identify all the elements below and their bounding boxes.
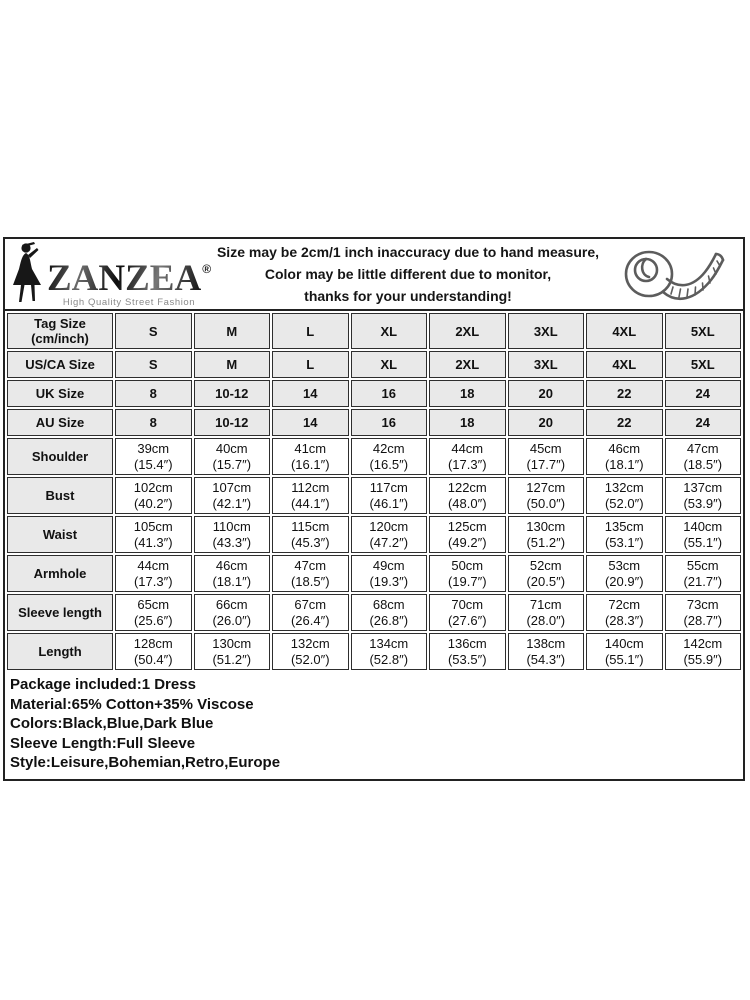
- measure-cell: 102cm (40.2″): [115, 477, 192, 514]
- measure-row: [7, 477, 741, 514]
- measure-cell: 115cm (45.3″): [272, 516, 349, 553]
- brand-logo: [11, 241, 212, 308]
- product-info: [5, 672, 743, 779]
- measure-cell: 39cm (15.4″): [115, 438, 192, 475]
- measure-row: [7, 516, 741, 553]
- measure-cell: 46cm (18.1″): [586, 438, 663, 475]
- measure-cell: 72cm (28.3″): [586, 594, 663, 631]
- info-sleeve-length: Sleeve Length:Full Sleeve: [10, 734, 196, 752]
- measure-cell: 122cm (48.0″): [429, 477, 506, 514]
- measure-row: [7, 555, 741, 592]
- row-label: Sleeve length: [7, 594, 113, 631]
- measure-cell: 137cm (53.9″): [665, 477, 742, 514]
- size-cell: 14: [272, 380, 349, 407]
- size-chart-panel: [3, 237, 745, 781]
- size-cell: M: [194, 351, 271, 378]
- size-row: [7, 380, 741, 407]
- measure-cell: 52cm (20.5″): [508, 555, 585, 592]
- measure-notice: [207, 241, 613, 307]
- measure-cell: 42cm (16.5″): [351, 438, 428, 475]
- measure-cell: 67cm (26.4″): [272, 594, 349, 631]
- measure-row: [7, 594, 741, 631]
- size-cell: 10-12: [194, 409, 271, 436]
- size-cell: 2XL: [429, 351, 506, 378]
- row-label: Armhole: [7, 555, 113, 592]
- measure-cell: 125cm (49.2″): [429, 516, 506, 553]
- size-cell: 18: [429, 409, 506, 436]
- measure-cell: 70cm (27.6″): [429, 594, 506, 631]
- row-label: Length: [7, 633, 113, 670]
- measure-cell: 65cm (25.6″): [115, 594, 192, 631]
- size-cell: 5XL: [665, 351, 742, 378]
- size-cell: M: [194, 313, 271, 349]
- measure-cell: 132cm (52.0″): [272, 633, 349, 670]
- size-cell: 24: [665, 409, 742, 436]
- row-label: AU Size: [7, 409, 113, 436]
- notice-line-3: thanks for your understanding!: [304, 288, 512, 304]
- measure-cell: 66cm (26.0″): [194, 594, 271, 631]
- measure-cell: 110cm (43.3″): [194, 516, 271, 553]
- measure-cell: 55cm (21.7″): [665, 555, 742, 592]
- notice-line-2: Color may be little different due to monitor,: [264, 266, 552, 282]
- size-table: [5, 311, 743, 672]
- size-cell: XL: [351, 313, 428, 349]
- measure-cell: 136cm (53.5″): [429, 633, 506, 670]
- size-cell: 24: [665, 380, 742, 407]
- size-cell: 8: [115, 409, 192, 436]
- measure-cell: 120cm (47.2″): [351, 516, 428, 553]
- notice-line-1: Size may be 2cm/1 inch inaccuracy due to hand measure,: [216, 244, 600, 260]
- row-label: Tag Size (cm/inch): [7, 313, 113, 349]
- measure-cell: 68cm (26.8″): [351, 594, 428, 631]
- info-style: Style:Leisure,Bohemian,Retro,Europe: [10, 754, 281, 771]
- woman-silhouette-icon: [11, 241, 45, 308]
- size-cell: L: [272, 313, 349, 349]
- measuring-tape-icon: [613, 242, 737, 306]
- measure-cell: 105cm (41.3″): [115, 516, 192, 553]
- size-cell: 22: [586, 380, 663, 407]
- size-row: [7, 313, 741, 349]
- brand-tagline: High Quality Street Fashion: [62, 296, 196, 308]
- row-label: US/CA Size: [7, 351, 113, 378]
- size-cell: 16: [351, 380, 428, 407]
- measure-cell: 50cm (19.7″): [429, 555, 506, 592]
- info-package: Package included:1 Dress: [10, 676, 196, 693]
- measure-cell: 71cm (28.0″): [508, 594, 585, 631]
- measure-cell: 134cm (52.8″): [351, 633, 428, 670]
- measure-cell: 140cm (55.1″): [665, 516, 742, 553]
- measure-cell: 140cm (55.1″): [586, 633, 663, 670]
- measure-cell: 127cm (50.0″): [508, 477, 585, 514]
- measure-cell: 41cm (16.1″): [272, 438, 349, 475]
- size-row: [7, 409, 741, 436]
- size-cell: XL: [351, 351, 428, 378]
- measure-cell: 107cm (42.1″): [194, 477, 271, 514]
- size-cell: 14: [272, 409, 349, 436]
- measure-cell: 45cm (17.7″): [508, 438, 585, 475]
- brand-name: ZANZEA: [47, 257, 202, 299]
- size-cell: 20: [508, 409, 585, 436]
- info-material: Material:65% Cotton+35% Viscose: [10, 695, 254, 713]
- measure-cell: 53cm (20.9″): [586, 555, 663, 592]
- size-cell: S: [115, 313, 192, 349]
- measure-cell: 44cm (17.3″): [115, 555, 192, 592]
- row-label: Shoulder: [7, 438, 113, 475]
- row-label: Waist: [7, 516, 113, 553]
- measure-cell: 117cm (46.1″): [351, 477, 428, 514]
- chart-header: [5, 239, 743, 311]
- size-row: [7, 351, 741, 378]
- row-label: Bust: [7, 477, 113, 514]
- measure-cell: 47cm (18.5″): [272, 555, 349, 592]
- measure-cell: 40cm (15.7″): [194, 438, 271, 475]
- measure-cell: 138cm (54.3″): [508, 633, 585, 670]
- size-cell: 10-12: [194, 380, 271, 407]
- size-cell: 22: [586, 409, 663, 436]
- measure-row: [7, 438, 741, 475]
- measure-cell: 49cm (19.3″): [351, 555, 428, 592]
- measure-cell: 46cm (18.1″): [194, 555, 271, 592]
- measure-cell: 47cm (18.5″): [665, 438, 742, 475]
- size-cell: 16: [351, 409, 428, 436]
- measure-cell: 130cm (51.2″): [194, 633, 271, 670]
- size-cell: 18: [429, 380, 506, 407]
- size-cell: 3XL: [508, 313, 585, 349]
- size-cell: 4XL: [586, 313, 663, 349]
- size-cell: 5XL: [665, 313, 742, 349]
- size-cell: 3XL: [508, 351, 585, 378]
- measure-cell: 44cm (17.3″): [429, 438, 506, 475]
- info-colors: Colors:Black,Blue,Dark Blue: [10, 715, 214, 732]
- size-cell: 20: [508, 380, 585, 407]
- measure-row: [7, 633, 741, 670]
- measure-cell: 128cm (50.4″): [115, 633, 192, 670]
- measure-cell: 132cm (52.0″): [586, 477, 663, 514]
- size-cell: 8: [115, 380, 192, 407]
- measure-cell: 73cm (28.7″): [665, 594, 742, 631]
- row-label: UK Size: [7, 380, 113, 407]
- brand-text: [47, 257, 212, 308]
- measure-cell: 135cm (53.1″): [586, 516, 663, 553]
- size-cell: L: [272, 351, 349, 378]
- registered-trademark-icon: ®: [202, 261, 212, 276]
- size-cell: 2XL: [429, 313, 506, 349]
- measure-cell: 112cm (44.1″): [272, 477, 349, 514]
- measure-cell: 142cm (55.9″): [665, 633, 742, 670]
- size-cell: 4XL: [586, 351, 663, 378]
- size-cell: S: [115, 351, 192, 378]
- measure-cell: 130cm (51.2″): [508, 516, 585, 553]
